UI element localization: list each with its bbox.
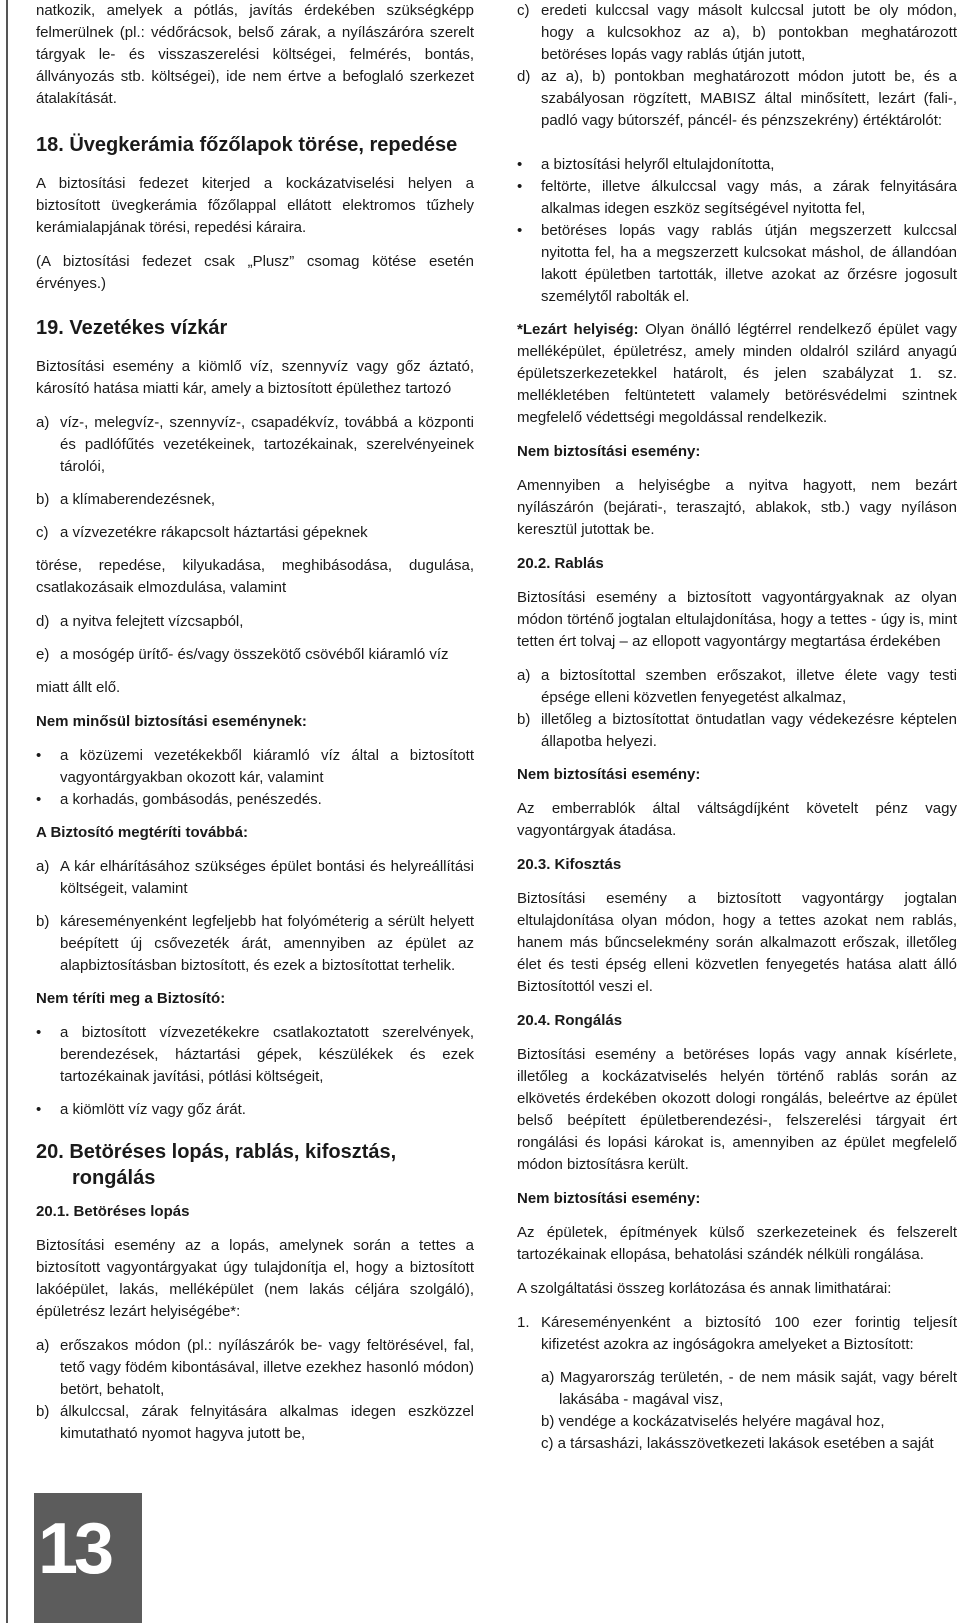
- section-20-2-paragraph: Biztosítási esemény a biztosított vagyontárgyaknak az olyan módon történő jogtalan eltulajdonítása, hogy a tettes - úgy is, mint tetten ért tolvaj – az ellopott vagyontárgy megtartása érdekében: [517, 589, 957, 650]
- list-item: d) az a), b) pontokban meghatározott módon jutott be, és a szabályosan rögzített, MABISZ által minősített, lezárt (fali-, padló vagy bútorszéf, páncél- és pénzszekrény) értéktárolót:: [517, 68, 957, 129]
- list-item: a) erőszakos módon (pl.: nyílászárók be- vagy feltörésével, fal, tető vagy födém kibontásával, illetve ezekhez hasonló módon) betört, behatolt,: [36, 1337, 474, 1398]
- not-reimbursed-heading: Nem téríti meg a Biztosító:: [36, 990, 226, 1007]
- section-18-heading: 18. Üvegkerámia főzőlapok törése, repedése: [36, 134, 458, 156]
- section-20-4-heading: 20.4. Rongálás: [517, 1012, 623, 1029]
- list-item: b) illetőleg a biztosítottat öntudatlan vagy védekezésre képtelen állapotba helyezi.: [517, 711, 957, 750]
- section-19-end: miatt állt elő.: [36, 679, 121, 696]
- section-19-mid: törése, repedése, kilyukadása, meghibásodása, dugulása, csatlakozásaik elmozdulása, valamint: [36, 557, 474, 596]
- list-item: c) eredeti kulccsal vagy másolt kulccsal jutott be oly módon, hogy a kulcsokhoz az a), b) pontokban meghatározott betöréses lopás vagy rablás útján jutott,: [517, 2, 957, 63]
- list-item: b) káreseményenként legfeljebb hat folyóméterig a sérült helyett beépített új csővezeték árát, amennyiben az épület az alapbiztosításban biztosított, és ezek a biztosítottat terhelik.: [36, 913, 474, 974]
- bullet-item: • betöréses lopás vagy rablás útján megszerzett kulccsal nyitotta fel, ha a megszerzett kulcsokat máshol, de állandóan lakott épületben tartották, illetve azokat az őrzésre jogosult személytől rabolták el.: [517, 222, 957, 305]
- section-20-2-heading: 20.2. Rablás: [517, 555, 604, 572]
- bullet-item: • a közüzemi vezetékekből kiáramló víz által a biztosított vagyontárgyakban okozott kár, valamint: [36, 747, 474, 786]
- not-event-paragraph: Amennyiben a helyiségbe a nyitva hagyott, nem bezárt nyílászárón (bejárati-, teraszajtó, ablakok, stb.) vagy nyíláson keresztül jutottak be.: [517, 477, 957, 538]
- not-event-heading: Nem biztosítási esemény:: [517, 766, 701, 783]
- bullet-item: • a biztosítási helyről eltulajdonította,: [517, 156, 775, 173]
- sub-list-item: a) Magyarország területén, - de nem másik saját, vagy bérelt lakásába - magával visz,: [541, 1369, 957, 1408]
- not-event-heading: Nem biztosítási esemény:: [517, 1190, 701, 1207]
- section-19-heading: 19. Vezetékes vízkár: [36, 317, 228, 339]
- section-20-3-paragraph: Biztosítási esemény a biztosított vagyontárgy jogtalan eltulajdonítása olyan módon, hogy a tettes azokat nem rablás, hanem más bűncselekmény során alkalmazott erőszak, illetőleg élet és testi épség elleni közvetlen fenyegetés hatása alatt álló Biztosítottól veszi el.: [517, 890, 957, 995]
- locked-room-definition: *Lezárt helyiség: Olyan önálló légtérrel rendelkező épület vagy melléképület, épületrész, amely minden oldalról szilárd anyagú épületszerkezetekkel határolt, és jelen szabályzat 1. sz. mellékletében feltüntetett valamely betörésvédelmi szintnek megfelelő védettségi megoldással rendelkezik.: [517, 321, 957, 426]
- bullet-item: • a biztosított vízvezetékekre csatlakoztatott szerelvények, berendezések, háztartási gépek, készülékek és ezek tartozékainak javítási, pótlási költségeit,: [36, 1024, 474, 1085]
- list-item: a) a biztosítottal szemben erőszakot, illetve élete vagy testi épsége elleni közvetlen fenyegetést alkalmaz,: [517, 667, 957, 706]
- limit-paragraph: A szolgáltatási összeg korlátozása és annak limithatárai:: [517, 1280, 892, 1297]
- page-number: 13: [38, 1509, 111, 1589]
- section-20-4-paragraph: Biztosítási esemény a betöréses lopás vagy annak kísérlete, illetőleg a kockázatviselés helyén történő rablás során az elkövetés érdekében okozott dologi rongálás, beleértve az épület belső beépített épületberendezési-, felszerelési tárgyait ért rongálási és lopási károkat is, amennyiben az épület megfelelő módon biztosításra került.: [517, 1046, 957, 1173]
- section-18-paragraph: A biztosítási fedezet kiterjed a kockázatviselési helyen a biztosított üvegkerámia főzőlappal ellátott elektromos tűzhely kerámialapjának törési, repedési káraira.: [36, 175, 474, 236]
- not-event-heading: Nem biztosítási esemény:: [517, 443, 701, 460]
- section-20-1-heading: 20.1. Betöréses lopás: [36, 1203, 190, 1220]
- list-item: c) a vízvezetékre rákapcsolt háztartási gépeknek: [36, 524, 368, 541]
- section-20-1-paragraph: Biztosítási esemény az a lopás, amelynek során a tettes a biztosított vagyontárgyakat úgy tulajdonítja el, hogy a biztosított lakóépület, lakás, melléképület (nem lakás céljára szolgáló), épületrész lezárt helyiségébe*:: [36, 1237, 474, 1320]
- bullet-item: • a kiömlött víz vagy gőz árát.: [36, 1101, 246, 1118]
- bullet-item: • feltörte, illetve álkulccsal vagy más, a zárak felnyitására alkalmas idegen eszköz segítségével nyitotta fel,: [517, 178, 957, 217]
- list-item: a) víz-, melegvíz-, szennyvíz-, csapadékvíz, továbbá a központi és padlófűtés vezetékeinek, tartozékainak, szerelvényeinek tárolói,: [36, 414, 474, 475]
- list-item: 1. Káreseményenként a biztosító 100 ezer forintig teljesít kifizetést azokra az ingóságokra amelyeket a Biztosított:: [517, 1314, 957, 1353]
- right-column: [517, 0, 957, 1455]
- bullet-item: • a korhadás, gombásodás, penészedés.: [36, 791, 322, 808]
- section-20-3-heading: 20.3. Kifosztás: [517, 856, 622, 873]
- left-column: [36, 0, 474, 1456]
- not-event-heading: Nem minősül biztosítási eseménynek:: [36, 713, 307, 730]
- list-item: a) A kár elhárításához szükséges épület bontási és helyreállítási költségeit, valamint: [36, 858, 474, 897]
- margin-rule: [6, 0, 8, 1623]
- sub-list-item: b) vendége a kockázatviselés helyére magával hoz,: [541, 1413, 885, 1430]
- list-item: d) a nyitva felejtett vízcsapból,: [36, 613, 244, 630]
- not-event-paragraph: Az épületek, építmények külső szerkezeteinek és felszerelt tartozékainak ellopása, behatolási szándék nélküli rongálása.: [517, 1224, 957, 1263]
- list-item: b) a klímaberendezésnek,: [36, 491, 216, 508]
- section-18-note: (A biztosítási fedezet csak „Plusz” csomag kötése esetén érvényes.): [36, 253, 474, 292]
- intro-paragraph: natkozik, amelyek a pótlás, javítás érdekében szükségképp felmerülnek (pl.: védőrácsok, belső zárak, a nyílászáróra szerelt tárgyak le- és visszaszerelési költségei, felmérés, bontás, állványozás stb. költségei), ide nem értve a befoglaló szerkezet átalakítását.: [36, 2, 474, 107]
- section-20-heading: 20. Betöréses lopás, rablás, kifosztás, rongálás: [36, 1141, 397, 1189]
- list-item: e) a mosógép ürítő- és/vagy összekötő csövéből kiáramló víz: [36, 646, 449, 663]
- page-number-box: [34, 1493, 142, 1623]
- list-item: b) álkulccsal, zárak felnyitására alkalmas idegen eszközzel kimutatható nyomot hagyva jutott be,: [36, 1403, 474, 1442]
- section-19-intro: Biztosítási esemény a kiömlő víz, szennyvíz vagy gőz áztató, károsító hatása miatti kár, amely a biztosított épülethez tartozó: [36, 358, 474, 397]
- not-event-paragraph: Az emberrablók által váltságdíjként követelt pénz vagy vagyontárgyak átadása.: [517, 800, 957, 839]
- reimburses-heading: A Biztosító megtéríti továbbá:: [36, 824, 248, 841]
- sub-list-item: c) a társasházi, lakásszövetkezeti lakások esetében a saját: [541, 1435, 934, 1452]
